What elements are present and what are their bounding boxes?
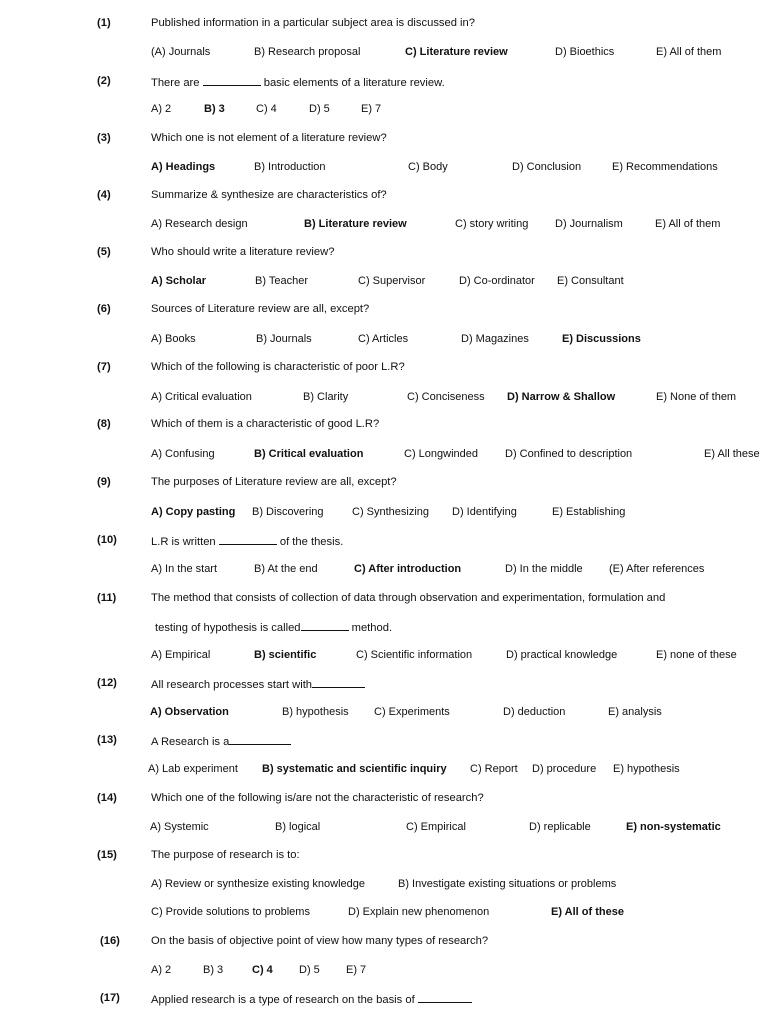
question-text: Who should write a literature review? xyxy=(151,246,335,258)
question-text: Which one of the following is/are not the characteristic of research? xyxy=(151,792,484,804)
option-a[interactable]: A) Empirical xyxy=(151,649,211,661)
option-e[interactable]: (E) After references xyxy=(609,563,705,575)
option-d[interactable]: D) Journalism xyxy=(555,218,623,230)
option-d[interactable]: D) procedure xyxy=(532,763,597,775)
options-row xyxy=(0,763,768,779)
question-text: A Research is a xyxy=(151,736,230,748)
option-c[interactable]: C) Articles xyxy=(358,333,409,345)
question-number: (14) xyxy=(97,792,117,804)
option-c[interactable]: C) Scientific information xyxy=(356,649,473,661)
option-b[interactable]: B) 3 xyxy=(204,103,225,115)
option-d[interactable]: D) 5 xyxy=(299,964,320,976)
option-e[interactable]: E) All these xyxy=(704,448,760,460)
question-text: All research processes start with xyxy=(151,679,313,691)
options-row xyxy=(0,218,768,234)
question-number: (15) xyxy=(97,849,117,861)
question-1 xyxy=(151,17,748,29)
option-a[interactable]: (A) Journals xyxy=(151,46,211,58)
question-16 xyxy=(151,935,748,947)
option-b[interactable]: B) Introduction xyxy=(254,161,326,173)
question-number: (6) xyxy=(97,303,111,315)
option-d[interactable]: D) Bioethics xyxy=(555,46,615,58)
option-d[interactable]: D) Conclusion xyxy=(512,161,582,173)
option-c[interactable]: C) Provide solutions to problems xyxy=(151,906,310,918)
option-b[interactable]: B) Teacher xyxy=(255,275,308,287)
question-7 xyxy=(151,361,748,373)
option-d[interactable]: D) Co-ordinator xyxy=(459,275,535,287)
option-b[interactable]: B) Discovering xyxy=(252,506,324,518)
option-d[interactable]: D) Identifying xyxy=(452,506,517,518)
answer-blank xyxy=(312,677,365,688)
option-c[interactable]: C) 4 xyxy=(256,103,277,115)
question-text: basic elements of a literature review. xyxy=(260,77,445,89)
answer-blank xyxy=(219,534,277,545)
question-number: (4) xyxy=(97,189,111,201)
question-continuation xyxy=(155,620,748,634)
option-d[interactable]: D) 5 xyxy=(309,103,330,115)
option-b[interactable]: B) scientific xyxy=(254,649,317,661)
question-number: (17) xyxy=(100,992,120,1004)
option-a[interactable]: A) 2 xyxy=(151,103,172,115)
question-6 xyxy=(151,303,748,315)
question-8 xyxy=(151,418,748,430)
option-e[interactable]: E) hypothesis xyxy=(613,763,680,775)
answer-blank xyxy=(203,75,261,86)
question-text: testing of hypothesis is called xyxy=(155,622,301,634)
option-d[interactable]: D) Confined to description xyxy=(505,448,633,460)
option-a[interactable]: A) Observation xyxy=(150,706,229,718)
question-text: Which of the following is characteristic of poor L.R? xyxy=(151,361,405,373)
answer-blank xyxy=(418,992,472,1003)
option-d[interactable]: D) Magazines xyxy=(461,333,529,345)
option-b[interactable]: B) logical xyxy=(275,821,321,833)
question-number: (7) xyxy=(97,361,111,373)
question-text: Published information in a particular subject area is discussed in? xyxy=(151,17,475,29)
option-c[interactable]: C) Literature review xyxy=(405,46,508,58)
question-text: Which one is not element of a literature review? xyxy=(151,132,387,144)
option-a[interactable]: A) In the start xyxy=(151,563,218,575)
option-c[interactable]: C) story writing xyxy=(455,218,529,230)
option-b[interactable]: B) Research proposal xyxy=(254,46,361,58)
question-number: (10) xyxy=(97,534,117,546)
option-e[interactable]: E) Consultant xyxy=(557,275,624,287)
option-b[interactable]: B) Clarity xyxy=(303,391,349,403)
question-number: (13) xyxy=(97,734,117,746)
option-e[interactable]: E) All of them xyxy=(656,46,722,58)
question-4 xyxy=(151,189,748,201)
option-a[interactable]: A) Headings xyxy=(151,161,216,173)
question-number: (1) xyxy=(97,17,111,29)
question-text: of the thesis. xyxy=(276,536,344,548)
options-row xyxy=(0,706,768,722)
options-row xyxy=(0,906,768,922)
question-17 xyxy=(151,992,748,1006)
question-number: (12) xyxy=(97,677,117,689)
question-text: There are xyxy=(151,77,203,89)
question-9 xyxy=(151,476,748,488)
options-row xyxy=(0,333,768,349)
options-row xyxy=(0,878,768,894)
option-e[interactable]: E) analysis xyxy=(608,706,662,718)
option-b[interactable]: B) systematic and scientific inquiry xyxy=(262,763,447,775)
option-a[interactable]: A) Copy pasting xyxy=(151,506,236,518)
option-d[interactable]: D) deduction xyxy=(503,706,566,718)
answer-blank xyxy=(301,620,349,631)
option-b[interactable]: B) At the end xyxy=(254,563,318,575)
question-text: Applied research is a type of research on the basis of xyxy=(151,994,418,1006)
question-11 xyxy=(151,592,748,604)
option-c[interactable]: C) Longwinded xyxy=(404,448,478,460)
option-c[interactable]: C) After introduction xyxy=(354,563,462,575)
option-a[interactable]: A) Systemic xyxy=(150,821,209,833)
option-e[interactable]: E) All of these xyxy=(551,906,624,918)
option-c[interactable]: C) Report xyxy=(470,763,518,775)
option-c[interactable]: C) 4 xyxy=(252,964,273,976)
question-text: Sources of Literature review are all, except? xyxy=(151,303,370,315)
options-row xyxy=(0,649,768,665)
question-text: The method that consists of collection of data through observation and experimentation, formulation and xyxy=(151,592,666,604)
answer-blank xyxy=(229,734,291,745)
option-a[interactable]: A) Critical evaluation xyxy=(151,391,252,403)
option-a[interactable]: A) 2 xyxy=(151,964,172,976)
option-e[interactable]: E) Discussions xyxy=(562,333,641,345)
option-e[interactable]: E) 7 xyxy=(346,964,367,976)
question-text: The purposes of Literature review are all, except? xyxy=(151,476,397,488)
option-b[interactable]: B) Critical evaluation xyxy=(254,448,364,460)
options-row xyxy=(0,563,768,579)
option-e[interactable]: E) none of these xyxy=(656,649,737,661)
options-row xyxy=(0,46,768,62)
question-number: (8) xyxy=(97,418,111,430)
option-d[interactable]: D) Narrow & Shallow xyxy=(507,391,616,403)
question-number: (3) xyxy=(97,132,111,144)
option-b[interactable]: B) 3 xyxy=(203,964,224,976)
question-text: Which of them is a characteristic of good L.R? xyxy=(151,418,380,430)
options-row xyxy=(0,821,768,837)
option-e[interactable]: E) None of them xyxy=(656,391,737,403)
option-e[interactable]: E) Recommendations xyxy=(612,161,718,173)
question-text: L.R is written xyxy=(151,536,219,548)
question-number: (16) xyxy=(100,935,120,947)
option-b[interactable]: B) Journals xyxy=(256,333,312,345)
option-e[interactable]: E) All of them xyxy=(655,218,721,230)
question-15 xyxy=(151,849,748,861)
option-a[interactable]: A) Review or synthesize existing knowledge xyxy=(151,878,365,890)
question-12 xyxy=(151,677,748,691)
option-c[interactable]: C) Empirical xyxy=(406,821,466,833)
question-text: method. xyxy=(348,622,393,634)
option-c[interactable]: C) Supervisor xyxy=(358,275,426,287)
question-number: (2) xyxy=(97,75,111,87)
options-row xyxy=(0,391,768,407)
question-10 xyxy=(151,534,748,548)
option-c[interactable]: C) Experiments xyxy=(374,706,450,718)
option-b[interactable]: B) hypothesis xyxy=(282,706,349,718)
question-5 xyxy=(151,246,748,258)
option-d[interactable]: D) practical knowledge xyxy=(506,649,618,661)
options-row xyxy=(0,448,768,464)
options-row xyxy=(0,275,768,291)
option-b[interactable]: B) Literature review xyxy=(304,218,407,230)
question-number: (9) xyxy=(97,476,111,488)
question-number: (11) xyxy=(97,592,117,604)
option-e[interactable]: E) 7 xyxy=(361,103,382,115)
option-b[interactable]: B) Investigate existing situations or problems xyxy=(398,878,617,890)
option-e[interactable]: E) non-systematic xyxy=(626,821,721,833)
options-row xyxy=(0,964,768,980)
option-a[interactable]: A) Lab experiment xyxy=(148,763,238,775)
option-d[interactable]: D) Explain new phenomenon xyxy=(348,906,490,918)
option-c[interactable]: C) Body xyxy=(408,161,448,173)
option-c[interactable]: C) Synthesizing xyxy=(352,506,430,518)
options-row xyxy=(0,506,768,522)
question-text: On the basis of objective point of view how many types of research? xyxy=(151,935,489,947)
option-c[interactable]: C) Conciseness xyxy=(407,391,485,403)
question-13 xyxy=(151,734,748,748)
option-a[interactable]: A) Research design xyxy=(151,218,248,230)
question-3 xyxy=(151,132,748,144)
option-d[interactable]: D) In the middle xyxy=(505,563,583,575)
option-a[interactable]: A) Scholar xyxy=(151,275,207,287)
option-a[interactable]: A) Books xyxy=(151,333,196,345)
question-text: Summarize & synthesize are characteristics of? xyxy=(151,189,387,201)
option-d[interactable]: D) replicable xyxy=(529,821,591,833)
question-14 xyxy=(151,792,748,804)
option-e[interactable]: E) Establishing xyxy=(552,506,626,518)
question-2 xyxy=(151,75,748,89)
options-row xyxy=(0,103,768,119)
question-number: (5) xyxy=(97,246,111,258)
question-text: The purpose of research is to: xyxy=(151,849,300,861)
options-row xyxy=(0,161,768,177)
option-a[interactable]: A) Confusing xyxy=(151,448,215,460)
